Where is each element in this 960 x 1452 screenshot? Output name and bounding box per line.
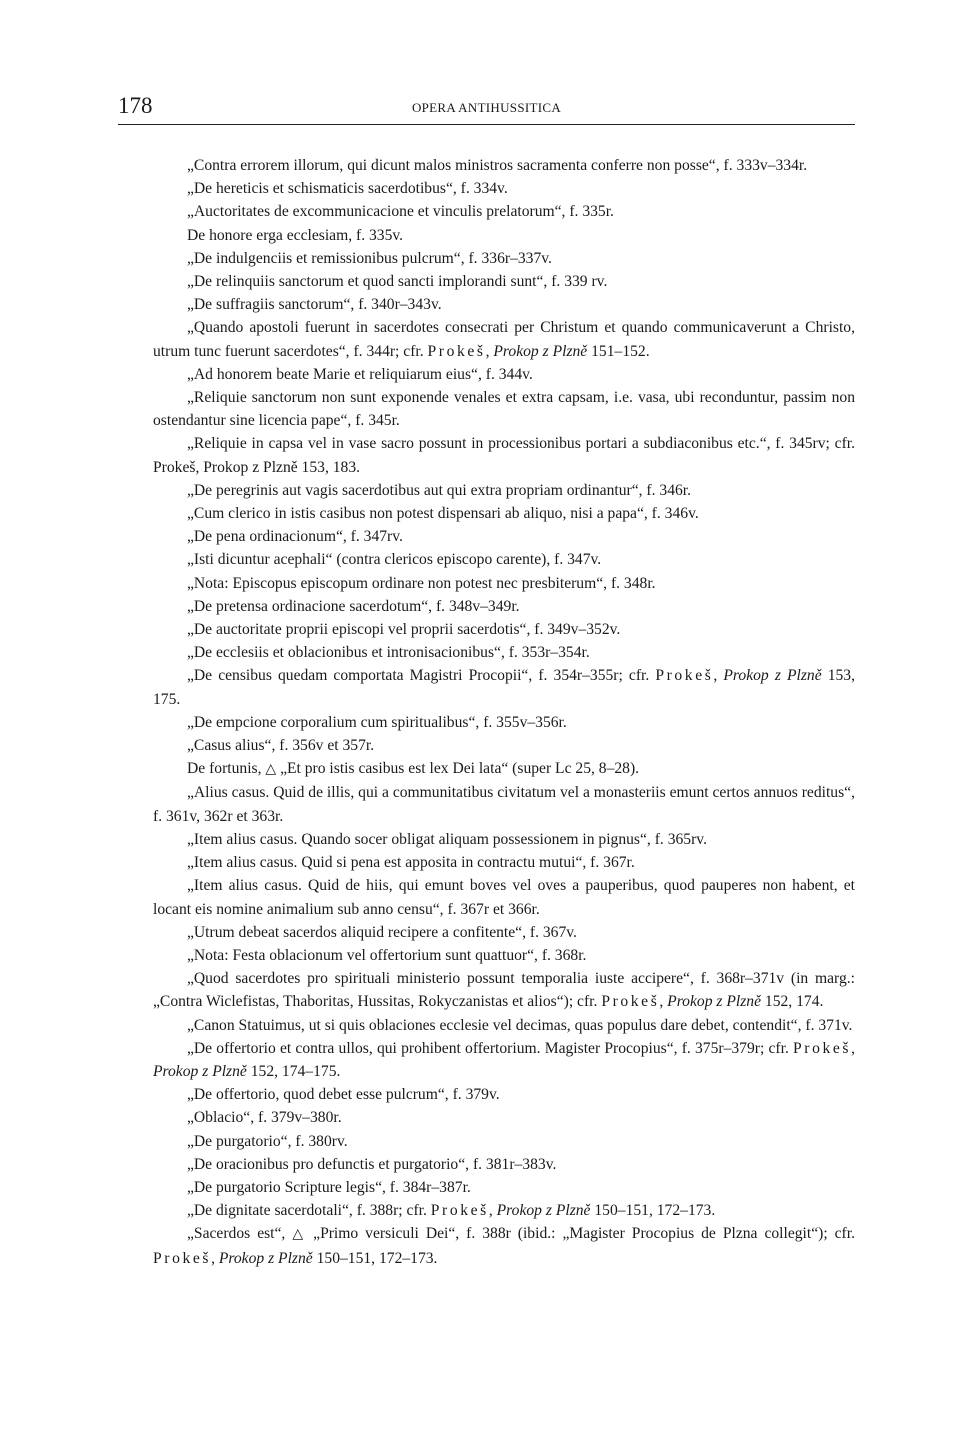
contents-entry: „Auctoritates de excommunicacione et vinculis prelatorum“, f. 335r.: [187, 203, 614, 221]
contents-entry: „De purgatorio Scripture legis“, f. 384r–387r.: [187, 1178, 471, 1196]
work-title: Prokop z Plzně: [723, 667, 822, 685]
contents-entry: „Ad honorem beate Marie et reliquiarum eius“, f. 344v.: [187, 365, 533, 383]
contents-entry: „De pena ordinacionum“, f. 347rv.: [187, 528, 403, 546]
contents-entry: „Cum clerico in istis casibus non potest dispensari ab aliquo, nisi a papa“, f. 346v.: [187, 505, 699, 523]
contents-entry: „Oblacio“, f. 379v–380r.: [187, 1109, 342, 1127]
triangle-icon: △: [292, 1226, 307, 1243]
contents-entry: „De offertorio et contra ullos, qui prohibent offertorium. Magister Procopius“, f. 375r–379r; cfr. Prokeš, Prokop z Plzně 152, 174–175.: [153, 1039, 855, 1080]
contents-entry: „Item alius casus. Quid si pena est apposita in contractu mutui“, f. 367r.: [187, 854, 635, 872]
contents-entry: „Casus alius“, f. 356v et 357r.: [187, 737, 375, 755]
page-number: 178: [118, 93, 153, 118]
contents-entry: „De pretensa ordinacione sacerdotum“, f. 348v–349r.: [187, 597, 520, 615]
contents-entry: „Reliquie sanctorum non sunt exponende venales et extra capsam, i.e. vasa, ubi reconduntur, passim non ostendantur sine licencia pape“, f. 345r.: [153, 389, 855, 430]
contents-entry: „De oracionibus pro defunctis et purgatorio“, f. 381r–383v.: [187, 1155, 557, 1173]
contents-entry: „De indulgenciis et remissionibus pulcrum“, f. 336r–337v.: [187, 249, 552, 267]
contents-entry: „De ecclesiis et oblacionibus et intronisacionibus“, f. 353r–354r.: [187, 644, 590, 662]
contents-entry: „Sacerdos est“, △ „Primo versiculi Dei“, f. 388r (ibid.: „Magister Procopius de Plzna collegit“); cfr. Prokeš, Prokop z Plzně 150–151, 172–173.: [153, 1225, 855, 1267]
contents-entry: De fortunis, △ „Et pro istis casibus est lex Dei lata“ (super Lc 25, 8–28).: [187, 760, 640, 778]
contents-entry: „Alius casus. Quid de illis, qui a communitatibus civitatum vel a monasteriis emunt certos annuos reditus“, f. 361v, 362r et 363r.: [153, 784, 855, 825]
contents-entry: „De suffragiis sanctorum“, f. 340r–343v.: [187, 296, 442, 314]
manuscript-contents-list: [153, 154, 855, 1270]
author-name: Prokeš: [601, 993, 660, 1011]
contents-entry: „De peregrinis aut vagis sacerdotibus aut qui extra propriam ordinantur“, f. 346r.: [187, 481, 692, 499]
work-title: Prokop z Plzně: [667, 993, 762, 1011]
contents-entry: „De relinquiis sanctorum et quod sancti implorandi sunt“, f. 339 rv.: [187, 273, 608, 291]
author-name: Prokeš: [793, 1039, 852, 1057]
contents-entry: „Reliquie in capsa vel in vase sacro possunt in processionibus portari a subdiaconibus etc.“, f. 345rv; cfr. Prokeš, Prokop z Plzně 153, 183.: [153, 435, 855, 476]
work-title: Prokop z Plzně: [153, 1062, 247, 1080]
contents-entry: De honore erga ecclesiam, f. 335v.: [187, 226, 404, 244]
work-title: Prokop z Plzně: [493, 342, 588, 360]
contents-entry: „Nota: Episcopus episcopum ordinare non potest nec presbiterum“, f. 348r.: [187, 574, 656, 592]
contents-entry: „Item alius casus. Quid de hiis, qui emunt boves vel oves a pauperibus, quod pauperes non habent, et locant eis nomine animalium sub anno censu“, f. 367r et 366r.: [153, 877, 855, 918]
contents-entry: „Nota: Festa oblacionum vel offertorium sunt quattuor“, f. 368r.: [187, 946, 587, 964]
running-head: OPERA ANTIHUSSITICA: [411, 100, 562, 115]
contents-entry: „De hereticis et schismaticis sacerdotibus“, f. 334v.: [187, 180, 508, 198]
contents-entry: „Contra errorem illorum, qui dicunt malos ministros sacramenta conferre non posse“, f. 333v–334r.: [187, 157, 808, 174]
author-name: Prokeš: [427, 342, 486, 360]
contents-entry: „De auctoritate proprii episcopi vel proprii sacerdotis“, f. 349v–352v.: [187, 621, 621, 639]
contents-entry: „De offertorio, quod debet esse pulcrum“, f. 379v.: [187, 1086, 500, 1104]
contents-entry: „Quod sacerdotes pro spirituali ministerio possunt temporalia iuste accipere“, f. 368r–371v (in marg.: „Contra Wiclefistas, Thaboritas, Hussitas, Rokyczanistas et alios“); cfr. Prokeš, Prokop z Plzně 152, 174.: [153, 970, 855, 1011]
author-name: Prokeš: [655, 667, 714, 685]
contents-entry: „Item alius casus. Quando socer obligat aliquam possessionem in pignus“, f. 365rv.: [187, 830, 707, 848]
contents-entry: „De censibus quedam comportata Magistri Procopii“, f. 354r–355r; cfr. Prokeš, Prokop z Plzně 153, 175.: [153, 667, 856, 708]
triangle-icon: △: [265, 761, 277, 778]
contents-entry: „Canon Statuimus, ut si quis oblaciones ecclesie vel decimas, quas populus dare debet, contendit“, f. 371v.: [187, 1016, 853, 1034]
work-title: Prokop z Plzně: [218, 1249, 313, 1267]
contents-entry: „De purgatorio“, f. 380rv.: [187, 1132, 348, 1150]
author-name: Prokeš: [430, 1202, 489, 1220]
contents-entry: „De dignitate sacerdotali“, f. 388r; cfr. Prokeš, Prokop z Plzně 150–151, 172–173.: [187, 1202, 716, 1220]
page-header: [118, 92, 855, 125]
contents-entry: „Utrum debeat sacerdos aliquid recipere a confitente“, f. 367v.: [187, 923, 577, 941]
contents-entry: „Isti dicuntur acephali“ (contra clericos episcopo carente), f. 347v.: [187, 551, 602, 569]
contents-entry: „De empcione corporalium cum spiritualibus“, f. 355v–356r.: [187, 713, 567, 731]
work-title: Prokop z Plzně: [496, 1202, 591, 1220]
author-name: Prokeš: [153, 1249, 212, 1267]
contents-entry: „Quando apostoli fuerunt in sacerdotes consecrati per Christum et quando communicaverunt a Christo, utrum tunc fuerunt sacerdotes“, f. 344r; cfr. Prokeš, Prokop z Plzně 151–152.: [153, 319, 855, 360]
